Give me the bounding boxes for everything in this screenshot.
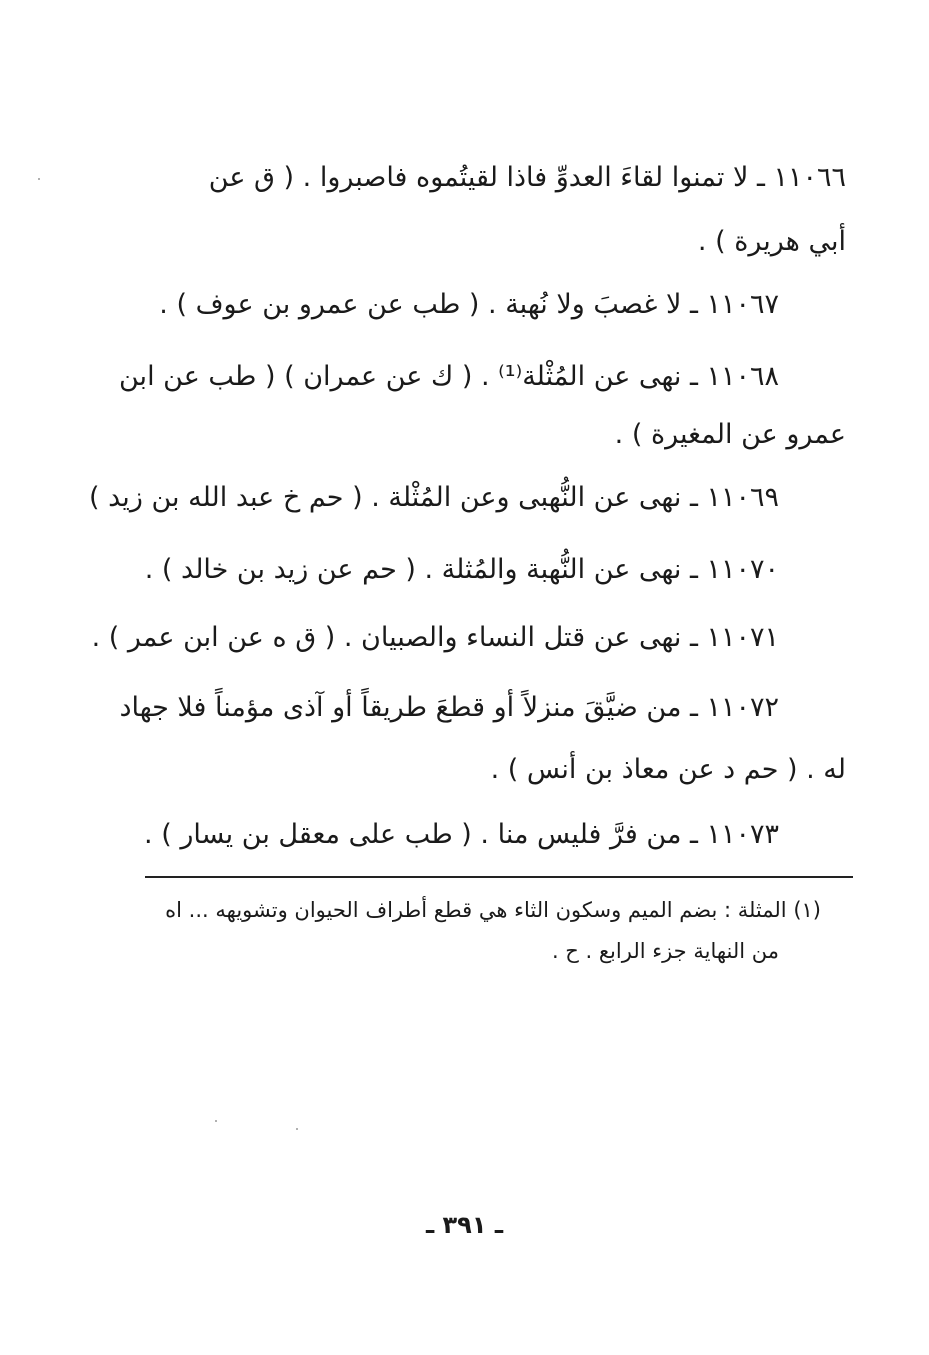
entry-11069: ١١٠٦٩ ـ نهى عن النُّهبى وعن المُثْلة . ( حم خ عبد الله بن زيد ) <box>89 482 779 513</box>
entry-11073: ١١٠٧٣ ـ من فرَّ فليس منا . ( طب على معقل بن يسار ) . <box>144 819 779 850</box>
footnote-divider <box>145 876 853 878</box>
entry-11066-line1: ١١٠٦٦ ـ لا تمنوا لقاءَ العدوِّ فاذا لقيتُموه فاصبروا . ( ق عن <box>208 162 846 193</box>
entry-11070: ١١٠٧٠ ـ نهى عن النُّهبة والمُثلة . ( حم عن زيد بن خالد ) . <box>144 554 779 585</box>
entry-11072-line2: له . ( حم د عن معاذ بن أنس ) . <box>490 754 846 785</box>
entry-11072-line1: ١١٠٧٢ ـ من ضيَّقَ منزلاً أو قطعَ طريقاً أو آذى مؤمناً فلا جهاد <box>119 692 779 723</box>
footnote-line1: (١) المثلة : بضم الميم وسكون الثاء هي قطع أطراف الحيوان وتشويهه ... اه <box>165 898 821 922</box>
entry-11071: ١١٠٧١ ـ نهى عن قتل النساء والصبيان . ( ق ه عن ابن عمر ) . <box>91 622 779 653</box>
scan-speck <box>215 1120 217 1122</box>
entry-11068-line1: ١١٠٦٨ ـ نهى عن المُثْلة⁽¹⁾ . ( ك عن عمران ) ( طب عن ابن <box>119 361 779 392</box>
page-number: ـ ٣٩١ ـ <box>425 1211 504 1239</box>
entry-11068-line2: عمرو عن المغيرة ) . <box>614 419 846 450</box>
entry-11067: ١١٠٦٧ ـ لا غصبَ ولا نُهبة . ( طب عن عمرو بن عوف ) . <box>159 289 779 320</box>
scan-speck <box>38 178 40 180</box>
footnote-line2: من النهاية جزء الرابع . ح . <box>551 939 779 963</box>
scan-speck <box>296 1128 298 1130</box>
entry-11066-line2: أبي هريرة ) . <box>697 226 846 257</box>
